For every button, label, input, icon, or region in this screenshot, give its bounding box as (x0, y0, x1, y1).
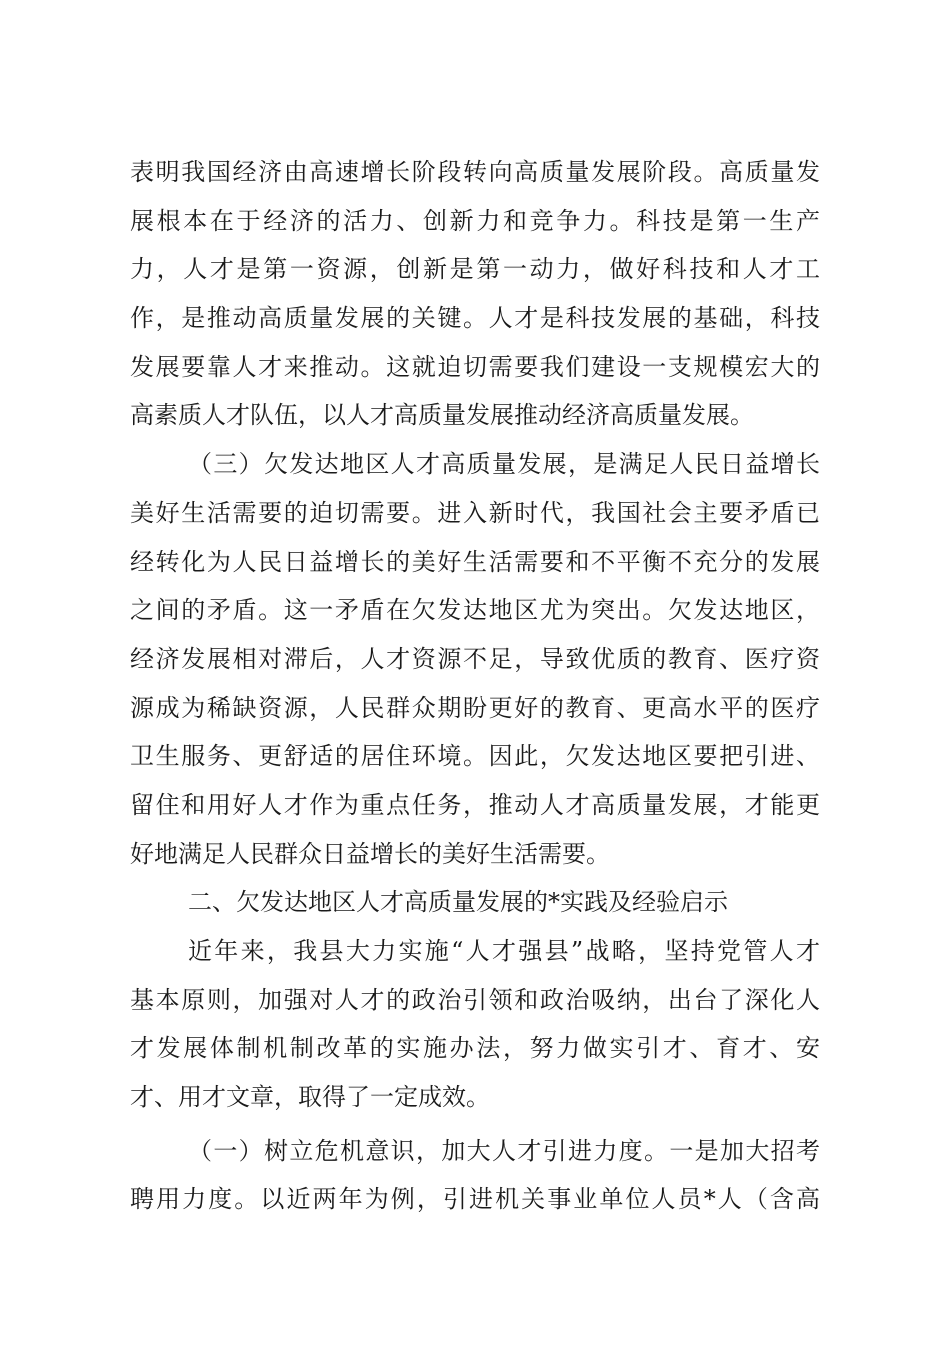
heading-text: 二、欠发达地区人才高质量发展的*实践及经验启示 (188, 888, 728, 917)
document-body (130, 148, 820, 1224)
text-line: 作，是推动高质量发展的关键。人才是科技发展的基础，科技 (130, 304, 820, 333)
paragraph (130, 440, 820, 878)
section-heading (130, 878, 820, 927)
text-line: 近年来，我县大力实施“人才强县”战略，坚持党管人才 (188, 937, 820, 965)
text-line: 高素质人才队伍，以人才高质量发展推动经济高质量发展。 (130, 401, 754, 430)
text-line: 发展要靠人才来推动。这就迫切需要我们建设一支规模宏大的 (130, 352, 820, 381)
text-line: 经济发展相对滞后，人才资源不足，导致优质的教育、医疗资 (130, 644, 820, 673)
text-line: 好地满足人民群众日益增长的美好生活需要。 (130, 839, 610, 868)
text-line: 美好生活需要的迫切需要。进入新时代，我国社会主要矛盾已 (130, 498, 820, 527)
text-line: 留住和用好人才作为重点任务，推动人才高质量发展，才能更 (130, 790, 820, 819)
text-line: 经转化为人民日益增长的美好生活需要和不平衡不充分的发展 (130, 547, 820, 576)
text-line: 之间的矛盾。这一矛盾在欠发达地区尤为突出。欠发达地区， (130, 596, 820, 625)
text-line: 展根本在于经济的活力、创新力和竞争力。科技是第一生产 (130, 206, 820, 235)
text-line: 力，人才是第一资源，创新是第一动力，做好科技和人才工 (130, 255, 820, 284)
text-line: 基本原则，加强对人才的政治引领和政治吸纳，出台了深化人 (130, 985, 820, 1014)
paragraph (130, 148, 820, 440)
paragraph (130, 1127, 820, 1224)
text-line: 表明我国经济由高速增长阶段转向高质量发展阶段。高质量发 (130, 158, 820, 186)
text-line: 卫生服务、更舒适的居住环境。因此，欠发达地区要把引进、 (130, 742, 820, 771)
text-line: （一）树立危机意识，加大人才引进力度。一是加大招考 (188, 1136, 820, 1165)
paragraph (130, 927, 820, 1122)
text-line: 才、用才文章，取得了一定成效。 (130, 1083, 490, 1112)
text-line: 才发展体制机制改革的实施办法，努力做实引才、育才、安 (130, 1034, 820, 1063)
text-line: （三）欠发达地区人才高质量发展，是满足人民日益增长 (188, 450, 820, 479)
text-line: 聘用力度。以近两年为例，引进机关事业单位人员*人（含高 (130, 1185, 820, 1214)
text-line: 源成为稀缺资源，人民群众期盼更好的教育、更高水平的医疗 (130, 693, 820, 722)
